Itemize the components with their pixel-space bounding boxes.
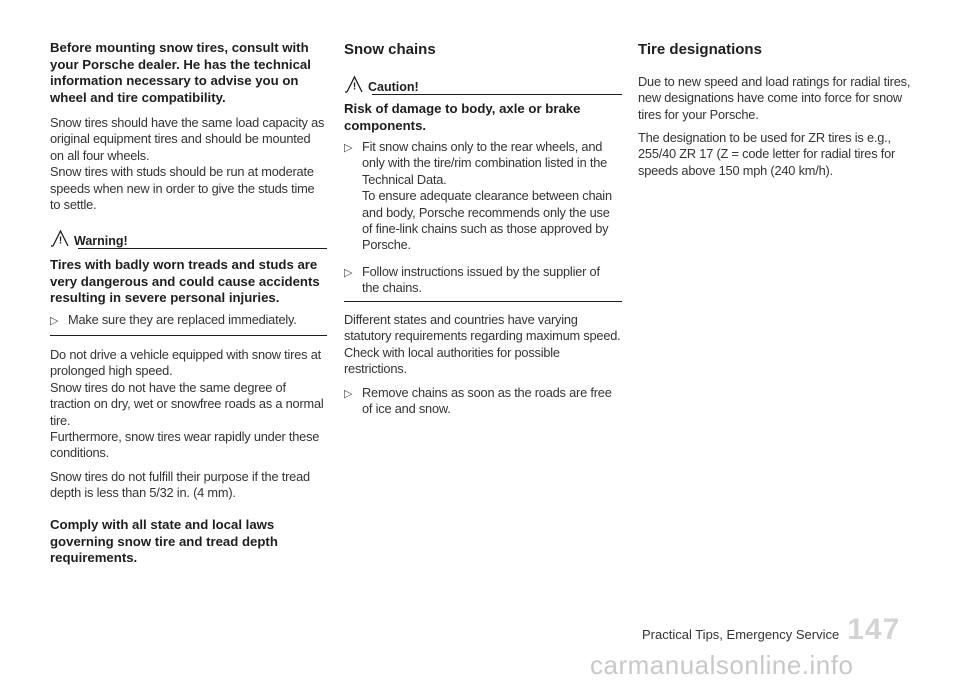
body-paragraph: [50, 115, 325, 213]
body-paragraph: Due to new speed and load ratings for radial tires, new designations have come into force for snow tires for your Porsche.: [638, 74, 911, 122]
list-item-text: Remove chains as soon as the roads are free of ice and snow.: [362, 385, 612, 417]
divider: [344, 301, 622, 302]
triangle-right-icon: ▷: [344, 142, 353, 154]
compliance-paragraph: Comply with all state and local laws governing snow tire and tread depth requirements.: [50, 517, 278, 565]
list-item-text: Make sure they are replaced immediately.: [68, 312, 297, 327]
triangle-right-icon: ▷: [344, 267, 353, 279]
divider: [78, 248, 327, 249]
warning-header: [50, 226, 128, 248]
section-title-tire-designations: Tire designations: [638, 41, 762, 58]
body-paragraph: Snow tires do not fulfill their purpose if the tread depth is less than 5/32 in. (4 mm).: [50, 469, 310, 501]
body-text: Snow tires with studs should be run at moderate speeds when new in order to give the studs time to settle.: [50, 164, 315, 213]
body-text: Snow tires do not have the same degree of traction on dry, wet or snowfree roads as a normal tire.: [50, 379, 324, 428]
warning-label: Warning!: [74, 234, 128, 248]
list-item-text: Follow instructions issued by the supplier of the chains.: [362, 264, 600, 296]
section-title-snow-chains: Snow chains: [344, 41, 436, 58]
list-item-text: Fit snow chains only to the rear wheels, and only with the tire/rim combination listed in the Technical Data.: [362, 139, 608, 187]
caution-label: Caution!: [368, 80, 419, 94]
triangle-right-icon: ▷: [344, 388, 353, 400]
divider: [372, 94, 622, 95]
body-paragraph: The designation to be used for ZR tires is e.g., 255/40 ZR 17 (Z = code letter for radial tires for speeds above 150 mph (240 km/h).: [638, 130, 896, 178]
intro-paragraph: Before mounting snow tires, consult with your Porsche dealer. He has the technical information necessary to advise you on wheel and tire compatibility.: [50, 40, 311, 105]
warning-text: Tires with badly worn treads and studs are very dangerous and could cause accidents resulting in severe personal injuries.: [50, 257, 320, 305]
list-item: [344, 264, 622, 297]
body-paragraph: Different states and countries have varying statutory requirements regarding maximum speed. Check with local authorities for possible restrictions.: [344, 312, 621, 377]
svg-text:!: !: [58, 235, 63, 247]
watermark: carmanualsonline.info: [590, 650, 854, 680]
body-text: Snow tires should have the same load capacity as original equipment tires and should be mounted on all four wheels.: [50, 115, 325, 163]
page-footer: [642, 615, 900, 645]
svg-text:!: !: [352, 81, 357, 93]
warning-triangle-icon: [344, 74, 364, 94]
warning-triangle-icon: [50, 228, 70, 248]
triangle-right-icon: ▷: [50, 315, 59, 327]
list-item: [344, 385, 622, 418]
footer-section-title: Practical Tips, Emergency Service: [642, 627, 840, 642]
list-item-text: To ensure adequate clearance between chain and body, Porsche recommends only the use of fine-link chains such as those approved by Porsche.: [362, 188, 612, 253]
body-text: Do not drive a vehicle equipped with snow tires at prolonged high speed.: [50, 347, 321, 379]
list-item-text: [362, 139, 620, 254]
list-item: [50, 312, 327, 328]
caution-text: Risk of damage to body, axle or brake components.: [344, 101, 581, 133]
body-paragraph: [50, 347, 327, 462]
page-number: 147: [847, 613, 901, 646]
body-text: Furthermore, snow tires wear rapidly under these conditions.: [50, 429, 320, 461]
caution-header: [344, 72, 419, 94]
list-item: [344, 139, 622, 254]
divider: [50, 335, 327, 336]
